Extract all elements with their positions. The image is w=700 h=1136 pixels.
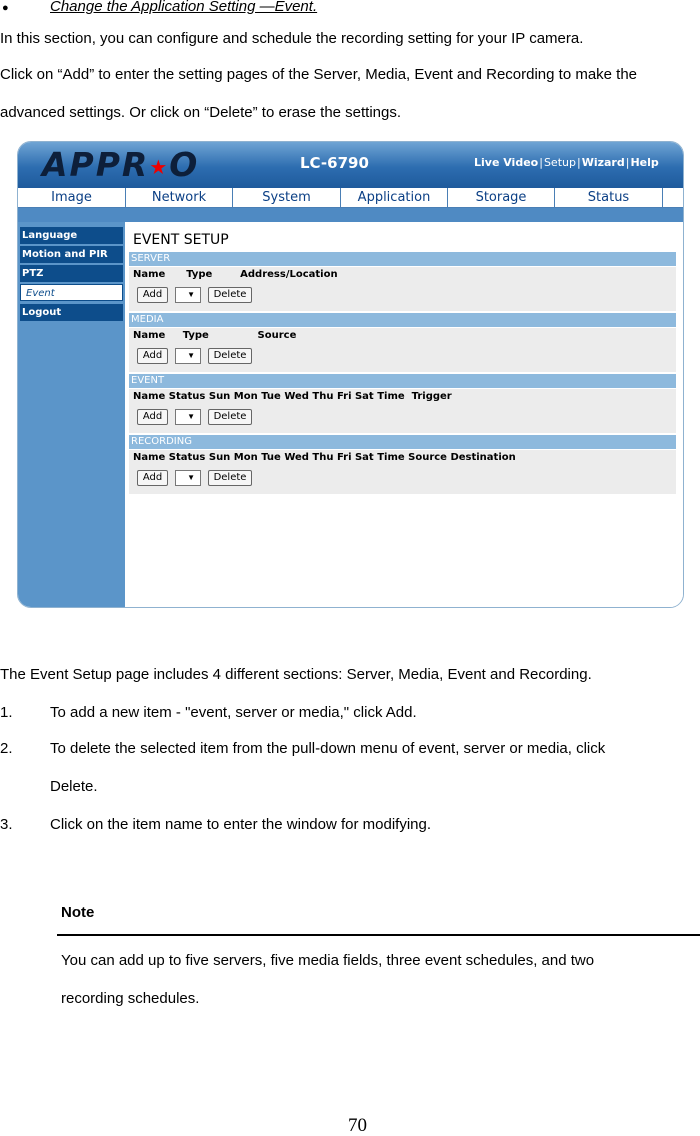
live-video-link[interactable]: Live Video <box>474 156 539 169</box>
nav-status[interactable]: Status <box>555 188 663 207</box>
server-column-headers: Name Type Address/Location <box>133 269 338 280</box>
media-column-headers: Name Type Source <box>133 330 297 341</box>
media-section <box>129 328 676 372</box>
server-add-button[interactable]: Add <box>137 287 168 303</box>
recording-section-header: RECORDING <box>129 435 676 449</box>
nav-image[interactable]: Image <box>18 188 126 207</box>
recording-column-headers: Name Status Sun Mon Tue Wed Thu Fri Sat Time Source Destination <box>133 452 516 463</box>
recording-select[interactable]: ▼ <box>175 470 201 486</box>
step-text-continued: Delete. <box>50 778 98 795</box>
sidebar-item-language[interactable]: Language <box>20 227 123 244</box>
server-delete-button[interactable]: Delete <box>208 287 252 303</box>
main-nav <box>18 188 683 208</box>
recording-delete-button[interactable]: Delete <box>208 470 252 486</box>
intro-paragraph-line-1: In this section, you can configure and schedule the recording setting for your IP camera. <box>0 30 584 47</box>
step-number: 1. <box>0 704 13 721</box>
setup-link[interactable]: Setup <box>543 156 576 169</box>
step-number: 3. <box>0 816 13 833</box>
appro-logo: APPR★O <box>42 145 200 184</box>
event-add-button[interactable]: Add <box>137 409 168 425</box>
nav-underline-band <box>18 208 683 222</box>
sidebar-item-logout[interactable]: Logout <box>20 304 123 321</box>
event-section-header: EVENT <box>129 374 676 388</box>
event-section <box>129 389 676 433</box>
nav-network[interactable]: Network <box>126 188 233 207</box>
section-heading: Change the Application Setting —Event. <box>50 0 318 15</box>
sidebar-item-event[interactable]: Event <box>20 284 123 301</box>
server-section-header: SERVER <box>129 252 676 266</box>
step-text: Click on the item name to enter the window for modifying. <box>50 816 432 833</box>
link-separator: | <box>576 156 581 169</box>
page-number: 70 <box>348 1115 367 1136</box>
note-divider <box>57 934 700 936</box>
server-section <box>129 267 676 311</box>
link-separator: | <box>539 156 543 169</box>
star-icon: ★ <box>149 155 170 179</box>
help-link[interactable]: Help <box>630 156 659 169</box>
media-select[interactable]: ▼ <box>175 348 201 364</box>
event-setup-content <box>125 222 684 608</box>
sidebar-item-motion-pir[interactable]: Motion and PIR <box>20 246 123 263</box>
recording-add-button[interactable]: Add <box>137 470 168 486</box>
header-banner <box>18 142 683 188</box>
sections-paragraph: The Event Setup page includes 4 different sections: Server, Media, Event and Recording. <box>0 666 592 683</box>
event-setup-screenshot <box>17 141 684 608</box>
recording-section <box>129 450 676 494</box>
page-title: EVENT SETUP <box>133 232 229 248</box>
media-section-header: MEDIA <box>129 313 676 327</box>
event-delete-button[interactable]: Delete <box>208 409 252 425</box>
intro-paragraph-line-2: Click on “Add” to enter the setting pages of the Server, Media, Event and Recording to make the <box>0 66 638 83</box>
step-text: To add a new item - "event, server or media," click Add. <box>50 704 417 721</box>
step-text: To delete the selected item from the pull-down menu of event, server or media, click <box>50 740 606 757</box>
media-add-button[interactable]: Add <box>137 348 168 364</box>
nav-system[interactable]: System <box>233 188 341 207</box>
step-number: 2. <box>0 740 13 757</box>
nav-storage[interactable]: Storage <box>448 188 555 207</box>
event-column-headers: Name Status Sun Mon Tue Wed Thu Fri Sat Time Trigger <box>133 391 452 402</box>
sidebar-item-ptz[interactable]: PTZ <box>20 265 123 282</box>
wizard-link[interactable]: Wizard <box>581 156 625 169</box>
event-select[interactable]: ▼ <box>175 409 201 425</box>
link-separator: | <box>625 156 630 169</box>
media-delete-button[interactable]: Delete <box>208 348 252 364</box>
note-text-line-2: recording schedules. <box>61 990 200 1007</box>
top-links <box>474 156 659 169</box>
sidebar <box>18 222 125 608</box>
nav-application[interactable]: Application <box>341 188 448 207</box>
bullet: ● <box>2 2 9 14</box>
intro-paragraph-line-3: advanced settings. Or click on “Delete” to erase the settings. <box>0 104 402 121</box>
server-select[interactable]: ▼ <box>175 287 201 303</box>
note-text-line-1: You can add up to five servers, five media fields, three event schedules, and two <box>61 952 595 969</box>
model-name: LC-6790 <box>300 154 369 172</box>
note-title: Note <box>61 904 95 921</box>
